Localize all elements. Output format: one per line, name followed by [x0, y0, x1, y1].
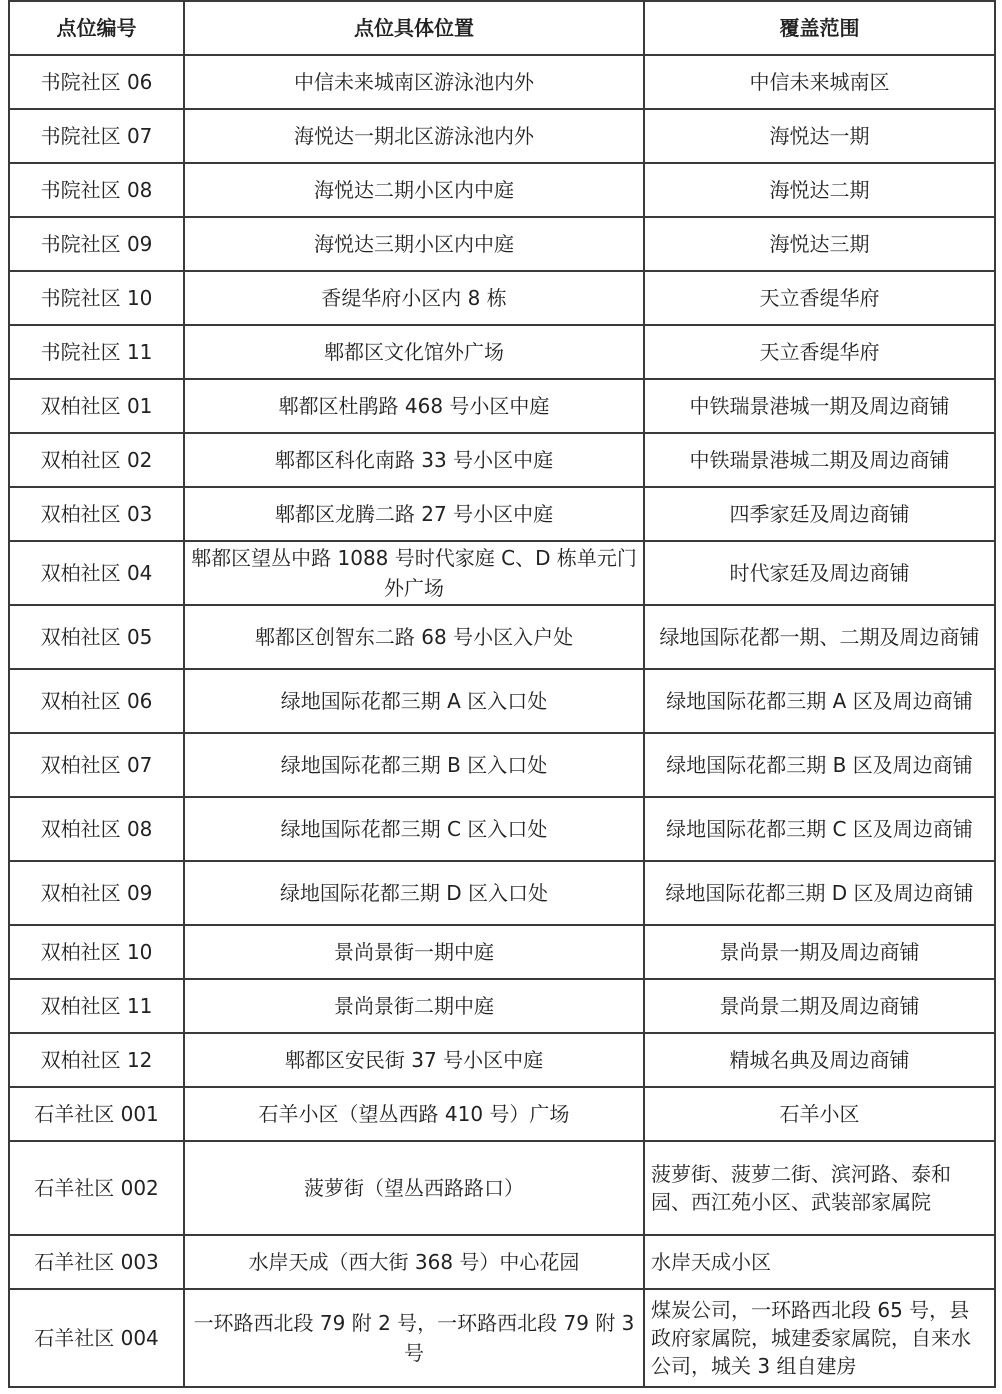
table-row: [9, 733, 995, 797]
location: 郫都区创智东二路 68 号小区入户处: [184, 605, 644, 669]
header-row: [9, 1, 995, 55]
coverage: 天立香缇华府: [644, 325, 995, 379]
location: 菠萝街（望丛西路路口）: [184, 1141, 644, 1235]
point-id: 书院社区 11: [9, 325, 184, 379]
table-row: [9, 669, 995, 733]
table-row: [9, 163, 995, 217]
point-id: 石羊社区 004: [9, 1289, 184, 1387]
location: 绿地国际花都三期 C 区入口处: [184, 797, 644, 861]
coverage: 中信未来城南区: [644, 55, 995, 109]
table-row: [9, 797, 995, 861]
table-row: [9, 1033, 995, 1087]
coverage: 海悦达二期: [644, 163, 995, 217]
table-row: [9, 1235, 995, 1289]
table-row: [9, 109, 995, 163]
table-row: [9, 1087, 995, 1141]
point-id: 双柏社区 04: [9, 541, 184, 605]
table-row: [9, 605, 995, 669]
point-id: 书院社区 07: [9, 109, 184, 163]
location: 海悦达二期小区内中庭: [184, 163, 644, 217]
point-id: 书院社区 09: [9, 217, 184, 271]
coverage: 煤炭公司，一环路西北段 65 号，县政府家属院，城建委家属院，自来水公司，城关 3 组自建房: [644, 1289, 995, 1387]
point-id: 双柏社区 01: [9, 379, 184, 433]
location: 绿地国际花都三期 B 区入口处: [184, 733, 644, 797]
header-point-id: 点位编号: [9, 1, 184, 55]
coverage: 海悦达一期: [644, 109, 995, 163]
point-id: 双柏社区 02: [9, 433, 184, 487]
location: 景尚景街二期中庭: [184, 979, 644, 1033]
location: 郫都区科化南路 33 号小区中庭: [184, 433, 644, 487]
table-row: [9, 379, 995, 433]
point-id: 双柏社区 10: [9, 925, 184, 979]
point-id: 双柏社区 08: [9, 797, 184, 861]
table-row: [9, 217, 995, 271]
table-row: [9, 925, 995, 979]
location: 石羊小区（望丛西路 410 号）广场: [184, 1087, 644, 1141]
location: 景尚景街一期中庭: [184, 925, 644, 979]
location: 郫都区望丛中路 1088 号时代家庭 C、D 栋单元门外广场: [184, 541, 644, 605]
location: 绿地国际花都三期 A 区入口处: [184, 669, 644, 733]
point-id: 双柏社区 05: [9, 605, 184, 669]
point-id: 书院社区 10: [9, 271, 184, 325]
coverage: 精城名典及周边商铺: [644, 1033, 995, 1087]
locations-table: [8, 0, 996, 1388]
table-row: [9, 55, 995, 109]
location: 郫都区杜鹃路 468 号小区中庭: [184, 379, 644, 433]
point-id: 石羊社区 001: [9, 1087, 184, 1141]
location: 一环路西北段 79 附 2 号，一环路西北段 79 附 3 号: [184, 1289, 644, 1387]
table-row: [9, 271, 995, 325]
location: 郫都区文化馆外广场: [184, 325, 644, 379]
point-id: 双柏社区 06: [9, 669, 184, 733]
header-location: 点位具体位置: [184, 1, 644, 55]
point-id: 双柏社区 09: [9, 861, 184, 925]
table-row: [9, 487, 995, 541]
table-row: [9, 1289, 995, 1387]
coverage: 水岸天成小区: [644, 1235, 995, 1289]
point-id: 石羊社区 002: [9, 1141, 184, 1235]
coverage: 时代家廷及周边商铺: [644, 541, 995, 605]
location: 海悦达一期北区游泳池内外: [184, 109, 644, 163]
point-id: 双柏社区 12: [9, 1033, 184, 1087]
point-id: 双柏社区 11: [9, 979, 184, 1033]
location: 香缇华府小区内 8 栋: [184, 271, 644, 325]
table-row: [9, 979, 995, 1033]
coverage: 中铁瑞景港城一期及周边商铺: [644, 379, 995, 433]
coverage: 绿地国际花都三期 B 区及周边商铺: [644, 733, 995, 797]
coverage: 绿地国际花都三期 C 区及周边商铺: [644, 797, 995, 861]
table-row: [9, 325, 995, 379]
location: 郫都区安民街 37 号小区中庭: [184, 1033, 644, 1087]
coverage: 四季家廷及周边商铺: [644, 487, 995, 541]
point-id: 书院社区 08: [9, 163, 184, 217]
location: 中信未来城南区游泳池内外: [184, 55, 644, 109]
location: 水岸天成（西大街 368 号）中心花园: [184, 1235, 644, 1289]
coverage: 天立香缇华府: [644, 271, 995, 325]
coverage: 绿地国际花都三期 A 区及周边商铺: [644, 669, 995, 733]
point-id: 双柏社区 03: [9, 487, 184, 541]
coverage: 石羊小区: [644, 1087, 995, 1141]
coverage: 中铁瑞景港城二期及周边商铺: [644, 433, 995, 487]
table-row: [9, 433, 995, 487]
coverage: 海悦达三期: [644, 217, 995, 271]
coverage: 菠萝街、菠萝二街、滨河路、泰和园、西江苑小区、武装部家属院: [644, 1141, 995, 1235]
point-id: 石羊社区 003: [9, 1235, 184, 1289]
coverage: 景尚景一期及周边商铺: [644, 925, 995, 979]
table-row: [9, 541, 995, 605]
table-wrapper: [8, 0, 994, 1388]
location: 海悦达三期小区内中庭: [184, 217, 644, 271]
header-coverage: 覆盖范围: [644, 1, 995, 55]
point-id: 书院社区 06: [9, 55, 184, 109]
coverage: 景尚景二期及周边商铺: [644, 979, 995, 1033]
location: 郫都区龙腾二路 27 号小区中庭: [184, 487, 644, 541]
point-id: 双柏社区 07: [9, 733, 184, 797]
table-row: [9, 861, 995, 925]
coverage: 绿地国际花都一期、二期及周边商铺: [644, 605, 995, 669]
coverage: 绿地国际花都三期 D 区及周边商铺: [644, 861, 995, 925]
location: 绿地国际花都三期 D 区入口处: [184, 861, 644, 925]
table-row: [9, 1141, 995, 1235]
